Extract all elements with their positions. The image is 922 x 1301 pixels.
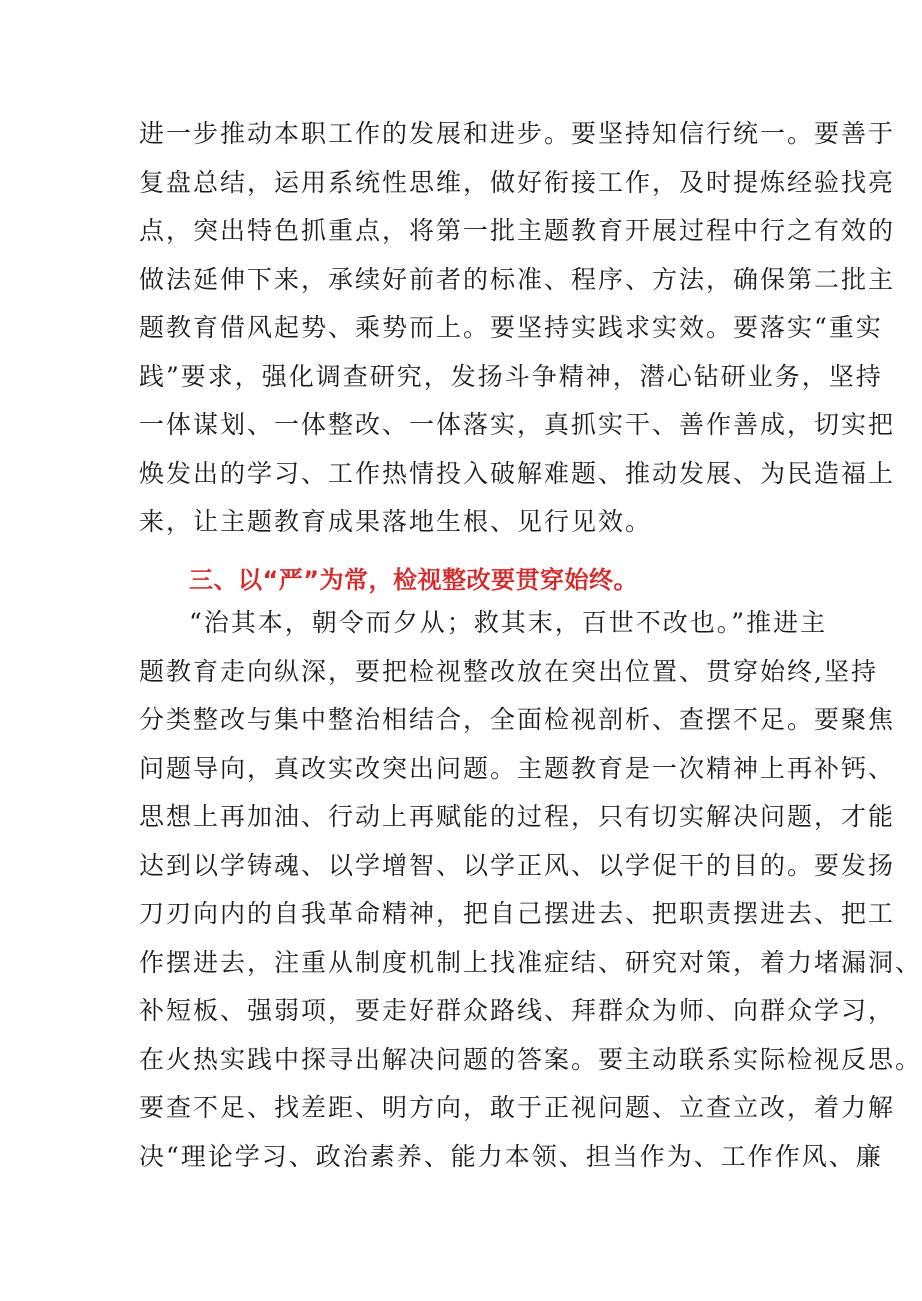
paragraph-2-line: 思想上再加油、行动上再赋能的过程，只有切实解决问题，才能	[139, 802, 896, 831]
paragraph-2-line: 分类整改与集中整治相结合，全面检视剖析、查摆不足。要聚焦	[139, 705, 896, 734]
section-heading: 三、以“严”为常，检视整改要贯穿始终。	[189, 566, 639, 594]
paragraph-1-line: 进一步推动本职工作的发展和进步。要坚持知信行统一。要善于	[139, 119, 896, 148]
paragraph-1-line: 来，让主题教育成果落地生根、见行见效。	[139, 507, 653, 536]
paragraph-1	[139, 110, 896, 547]
paragraph-1-line: 点，突出特色抓重点，将第一批主题教育开展过程中行之有效的	[139, 216, 896, 245]
paragraph-2-line: 作摆进去，注重从制度机制上找准症结、研究对策，着力堵漏洞、	[139, 947, 922, 977]
paragraph-2-line: “治其本，朝令而夕从；救其末，百世不改也。”推进主	[189, 608, 828, 637]
paragraph-2-line: 达到以学铸魂、以学增智、以学正风、以学促干的目的。要发扬	[139, 850, 896, 880]
paragraph-2	[139, 599, 922, 1181]
paragraph-1-line: 复盘总结，运用系统性思维，做好衔接工作，及时提炼经验找亮	[139, 167, 896, 197]
paragraph-1-line: 焕发出的学习、工作热情投入破解难题、推动发展、为民造福上	[139, 458, 896, 488]
paragraph-1-line: 题教育借风起势、乘势而上。要坚持实践求实效。要落实“重实	[139, 313, 883, 342]
paragraph-2-line: 题教育走向纵深，要把检视整改放在突出位置、贯穿始终,坚持	[139, 656, 878, 686]
paragraph-2-line: 刀刃向内的自我革命精神，把自己摆进去、把职责摆进去、把工	[139, 899, 896, 928]
paragraph-2-line: 在火热实践中探寻出解决问题的答案。要主动联系实际检视反思。	[139, 1044, 922, 1074]
paragraph-2-line: 补短板、强弱项，要走好群众路线、拜群众为师、向群众学习，	[139, 996, 896, 1025]
paragraph-2-line: 决“理论学习、政治素养、能力本领、担当作为、工作作风、廉	[139, 1141, 883, 1171]
paragraph-1-line: 做法延伸下来，承续好前者的标准、程序、方法，确保第二批主	[139, 264, 896, 294]
paragraph-2-line: 问题导向，真改实改突出问题。主题教育是一次精神上再补钙、	[139, 753, 896, 783]
paragraph-1-line: 一体谋划、一体整改、一体落实，真抓实干、善作善成，切实把	[139, 410, 896, 439]
paragraph-1-line: 践”要求，强化调查研究，发扬斗争精神，潜心钻研业务，坚持	[139, 361, 883, 391]
paragraph-2-line: 要查不足、找差距、明方向，敢于正视问题、立查立改，着力解	[139, 1093, 896, 1122]
